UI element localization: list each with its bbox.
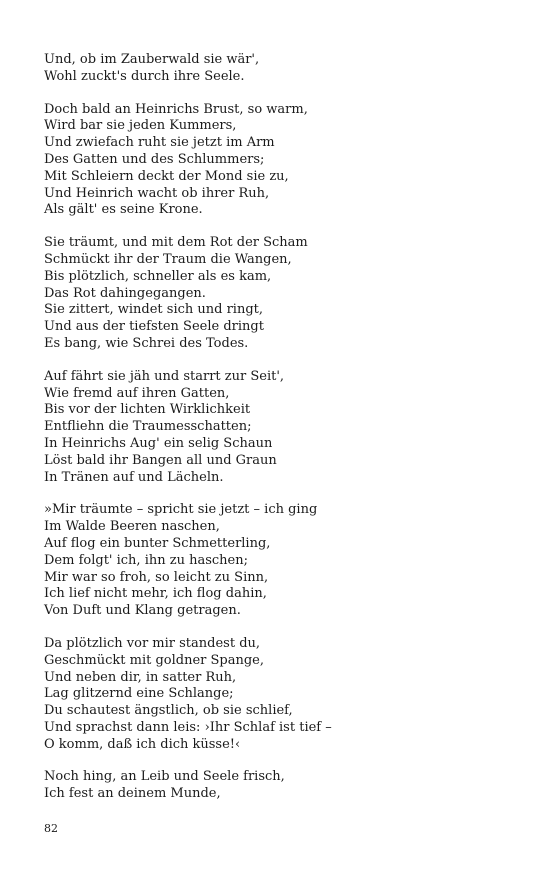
stanza-2	[44, 102, 514, 220]
poem-line: Ich lief nicht mehr, ich flog dahin,	[44, 586, 267, 602]
poem-text	[44, 52, 514, 819]
stanza-6	[44, 636, 514, 754]
stanza-3	[44, 235, 514, 353]
poem-line: Wie fremd auf ihren Gatten,	[44, 385, 230, 401]
poem-line: Mit Schleiern deckt der Mond sie zu,	[44, 168, 289, 184]
poem-line: Doch bald an Heinrichs Brust, so warm,	[44, 101, 308, 117]
poem-line: Auf fährt sie jäh und starrt zur Seit',	[44, 368, 285, 384]
poem-line: Bis plötzlich, schneller als es kam,	[44, 268, 272, 284]
poem-line: Noch hing, an Leib und Seele frisch,	[44, 769, 285, 785]
poem-line: Wird bar sie jeden Kummers,	[44, 118, 237, 134]
poem-line: Mir war so froh, so leicht zu Sinn,	[44, 569, 269, 585]
poem-line: Es bang, wie Schrei des Todes.	[44, 335, 249, 351]
poem-line: »Mir träumte – spricht sie jetzt – ich ging	[44, 502, 318, 518]
poem-line: Des Gatten und des Schlummers;	[44, 151, 265, 167]
poem-line: Und zwiefach ruht sie jetzt im Arm	[44, 135, 275, 151]
poem-line: Da plötzlich vor mir standest du,	[44, 635, 261, 651]
poem-line: Ich fest an deinem Munde,	[44, 786, 221, 802]
poem-line: Und sprachst dann leis: ›Ihr Schlaf ist tief –	[44, 719, 332, 735]
poem-line: Du schautest ängstlich, ob sie schlief,	[44, 703, 293, 719]
poem-line: Auf flog ein bunter Schmetterling,	[44, 535, 271, 551]
poem-line: Wohl zuckt's durch ihre Seele.	[44, 68, 245, 84]
poem-line: Sie träumt, und mit dem Rot der Scham	[44, 235, 308, 251]
poem-line: Das Rot dahingegangen.	[44, 285, 206, 301]
poem-line: Und aus der tiefsten Seele dringt	[44, 319, 264, 335]
stanza-4	[44, 369, 514, 487]
poem-line: In Heinrichs Aug' ein selig Schaun	[44, 435, 273, 451]
poem-line: Bis vor der lichten Wirklichkeit	[44, 402, 251, 418]
poem-line: Im Walde Beeren naschen,	[44, 519, 220, 535]
poem-line: Geschmückt mit goldner Spange,	[44, 652, 264, 668]
poem-line: Schmückt ihr der Traum die Wangen,	[44, 251, 292, 267]
poem-line: In Tränen auf und Lächeln.	[44, 469, 224, 485]
stanza-1	[44, 52, 514, 86]
poem-line: Und Heinrich wacht ob ihrer Ruh,	[44, 185, 270, 201]
poem-line: Löst bald ihr Bangen all und Graun	[44, 452, 277, 468]
poem-line: Und, ob im Zauberwald sie wär',	[44, 52, 260, 67]
poem-line: Entfliehn die Traumesschatten;	[44, 419, 252, 435]
poem-line: Dem folgt' ich, ihn zu haschen;	[44, 552, 248, 568]
stanza-7	[44, 769, 514, 803]
stanza-5	[44, 502, 514, 620]
page-number: 82	[44, 822, 58, 835]
poem-line: O komm, daß ich dich küsse!‹	[44, 736, 241, 752]
poem-line: Als gält' es seine Krone.	[44, 202, 203, 218]
poem-line: Und neben dir, in satter Ruh,	[44, 669, 237, 685]
poem-line: Lag glitzernd eine Schlange;	[44, 686, 234, 702]
poem-line: Sie zittert, windet sich und ringt,	[44, 302, 264, 318]
poem-line: Von Duft und Klang getragen.	[44, 603, 241, 619]
